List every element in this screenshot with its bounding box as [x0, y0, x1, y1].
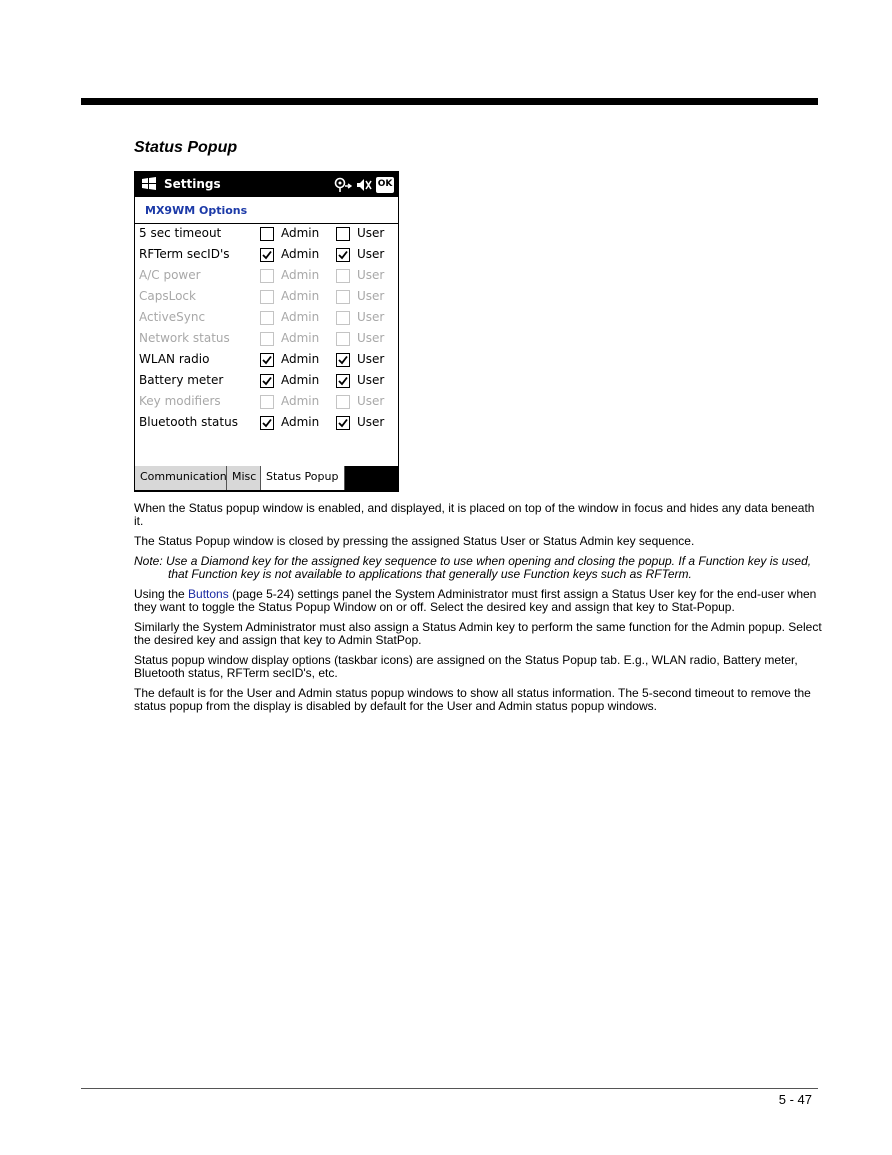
text-span: (page 5-24) settings panel the System Administrator must first assign a Status User key for the end-user when they want to toggle the Status Popup Window on or off. Select the desired key and assign that key to Stat-Popup.: [134, 587, 817, 614]
admin-label: Admin: [281, 415, 320, 429]
option-label: Key modifiers: [139, 394, 221, 408]
admin-checkbox: [260, 311, 274, 325]
user-label: User: [357, 352, 385, 366]
admin-label: Admin: [281, 373, 320, 387]
option-label: 5 sec timeout: [139, 226, 222, 240]
admin-label: Admin: [281, 289, 320, 303]
option-row: [135, 224, 398, 245]
options-header: MX9WM Options: [135, 199, 398, 224]
user-checkbox: [336, 269, 350, 283]
user-label: User: [357, 331, 385, 345]
section-heading: Status Popup: [134, 139, 238, 156]
speaker-muted-icon[interactable]: [356, 177, 372, 193]
admin-checkbox[interactable]: [260, 227, 274, 241]
admin-checkbox[interactable]: [260, 248, 274, 262]
option-label: Battery meter: [139, 373, 224, 387]
device-screenshot: [134, 171, 399, 492]
paragraph: The Status Popup window is closed by pressing the assigned Status User or Status Admin key sequence.: [134, 534, 695, 548]
admin-label: Admin: [281, 247, 320, 261]
option-row: [135, 413, 398, 434]
user-label: User: [357, 289, 385, 303]
option-row: [135, 308, 398, 329]
option-label: ActiveSync: [139, 310, 206, 324]
user-checkbox[interactable]: [336, 248, 350, 262]
user-checkbox: [336, 290, 350, 304]
admin-checkbox: [260, 290, 274, 304]
admin-checkbox: [260, 395, 274, 409]
user-label: User: [357, 247, 385, 261]
user-checkbox[interactable]: [336, 416, 350, 430]
option-row: [135, 392, 398, 413]
connectivity-icon[interactable]: [334, 177, 352, 193]
option-label: CapsLock: [139, 289, 196, 303]
user-label: User: [357, 394, 385, 408]
paragraph: When the Status popup window is enabled, and displayed, it is placed on top of the window in focus and hides any data beneath it.: [134, 501, 815, 528]
user-checkbox: [336, 332, 350, 346]
admin-label: Admin: [281, 268, 320, 282]
admin-checkbox: [260, 269, 274, 283]
user-checkbox[interactable]: [336, 353, 350, 367]
option-label: Network status: [139, 331, 230, 345]
tab-status-popup[interactable]: Status Popup: [261, 466, 345, 490]
option-row: [135, 245, 398, 266]
page-number: 5 - 47: [778, 1092, 812, 1107]
option-label: Bluetooth status: [139, 415, 238, 429]
user-checkbox[interactable]: [336, 374, 350, 388]
option-row: [135, 329, 398, 350]
paragraph: Similarly the System Administrator must also assign a Status Admin key to perform the same function for the Admin popup. Select the desired key and assign that key to Admin StatPop.: [134, 620, 822, 647]
option-row: [135, 350, 398, 371]
admin-checkbox[interactable]: [260, 416, 274, 430]
window-title: Settings: [164, 177, 221, 191]
ok-button[interactable]: OK: [376, 177, 394, 193]
windows-flag-icon[interactable]: [141, 177, 157, 191]
tab-bar: [135, 466, 398, 491]
options-list: [135, 224, 398, 434]
title-bar: [135, 172, 398, 197]
admin-checkbox[interactable]: [260, 374, 274, 388]
user-label: User: [357, 373, 385, 387]
option-row: [135, 266, 398, 287]
admin-label: Admin: [281, 394, 320, 408]
user-label: User: [357, 226, 385, 240]
user-checkbox: [336, 311, 350, 325]
text-span: Using the: [134, 587, 189, 601]
paragraph: [134, 588, 822, 614]
option-row: [135, 287, 398, 308]
user-checkbox[interactable]: [336, 227, 350, 241]
user-checkbox: [336, 395, 350, 409]
admin-checkbox: [260, 332, 274, 346]
admin-checkbox[interactable]: [260, 353, 274, 367]
user-label: User: [357, 415, 385, 429]
admin-label: Admin: [281, 331, 320, 345]
paragraph: The default is for the User and Admin status popup windows to show all status information. The 5-second timeout to remove the status popup from the display is disabled by default for the User and Admin status popup windows.: [134, 686, 811, 713]
admin-label: Admin: [281, 310, 320, 324]
top-rule: [81, 98, 818, 105]
option-label: A/C power: [139, 268, 201, 282]
user-label: User: [357, 310, 385, 324]
paragraph: Status popup window display options (taskbar icons) are assigned on the Status Popup tab. E.g., WLAN radio, Battery meter, Bluetooth status, RFTerm secID's, etc.: [134, 653, 798, 680]
option-label: WLAN radio: [139, 352, 210, 366]
option-label: RFTerm secID's: [139, 247, 230, 261]
user-label: User: [357, 268, 385, 282]
admin-label: Admin: [281, 226, 320, 240]
note: Note: Use a Diamond key for the assigned key sequence to use when opening and closing the popup. If a Function key is used, that Function key is not available to applications that generally use Function keys such as RFTerm.: [134, 554, 812, 581]
option-row: [135, 371, 398, 392]
tab-communication[interactable]: Communication: [135, 466, 227, 490]
bottom-rule: [81, 1088, 818, 1089]
tab-misc[interactable]: Misc: [227, 466, 261, 490]
body-text: [134, 502, 822, 720]
admin-label: Admin: [281, 352, 320, 366]
buttons-link[interactable]: Buttons: [188, 587, 229, 601]
